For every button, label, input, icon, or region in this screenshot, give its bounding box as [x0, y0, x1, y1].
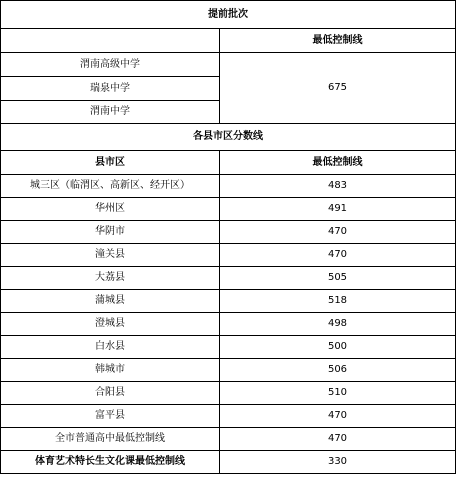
region-name: 韩城市 [1, 359, 220, 382]
table-row [1, 290, 456, 313]
early-batch-title-row [1, 1, 456, 29]
county-section-title: 各县市区分数线 [1, 124, 456, 151]
school-name: 渭南中学 [1, 101, 220, 124]
county-section-title-row [1, 124, 456, 151]
early-batch-score-header: 最低控制线 [220, 29, 456, 53]
region-score: 505 [220, 267, 456, 290]
school-name: 瑞泉中学 [1, 77, 220, 101]
score-column-header: 最低控制线 [220, 151, 456, 175]
region-score: 470 [220, 405, 456, 428]
region-score: 330 [220, 451, 456, 474]
region-name: 澄城县 [1, 313, 220, 336]
region-name: 白水县 [1, 336, 220, 359]
region-score: 470 [220, 428, 456, 451]
school-row [1, 53, 456, 77]
region-name: 华阴市 [1, 221, 220, 244]
table-row [1, 405, 456, 428]
region-name: 体育艺术特长生文化课最低控制线 [1, 451, 220, 474]
region-name: 潼关县 [1, 244, 220, 267]
region-column-header: 县市区 [1, 151, 220, 175]
school-name: 渭南高级中学 [1, 53, 220, 77]
region-score: 491 [220, 198, 456, 221]
region-score: 506 [220, 359, 456, 382]
table-row [1, 451, 456, 474]
table-row [1, 359, 456, 382]
early-batch-header-blank [1, 29, 220, 53]
early-batch-title: 提前批次 [1, 1, 456, 29]
table-row [1, 267, 456, 290]
early-batch-score: 675 [220, 53, 456, 124]
region-score: 470 [220, 244, 456, 267]
region-name: 富平县 [1, 405, 220, 428]
region-name: 全市普通高中最低控制线 [1, 428, 220, 451]
region-score: 500 [220, 336, 456, 359]
region-score: 483 [220, 175, 456, 198]
region-name: 蒲城县 [1, 290, 220, 313]
region-name: 合阳县 [1, 382, 220, 405]
table-row [1, 428, 456, 451]
region-score: 470 [220, 221, 456, 244]
region-name: 城三区（临渭区、高新区、经开区） [1, 175, 220, 198]
table-row [1, 175, 456, 198]
table-row [1, 382, 456, 405]
region-score: 510 [220, 382, 456, 405]
table-row [1, 336, 456, 359]
region-name: 华州区 [1, 198, 220, 221]
table-row [1, 198, 456, 221]
region-score: 518 [220, 290, 456, 313]
table-row [1, 244, 456, 267]
early-batch-header-row [1, 29, 456, 53]
region-score: 498 [220, 313, 456, 336]
county-header-row [1, 151, 456, 175]
region-name: 大荔县 [1, 267, 220, 290]
table-row [1, 313, 456, 336]
table-row [1, 221, 456, 244]
